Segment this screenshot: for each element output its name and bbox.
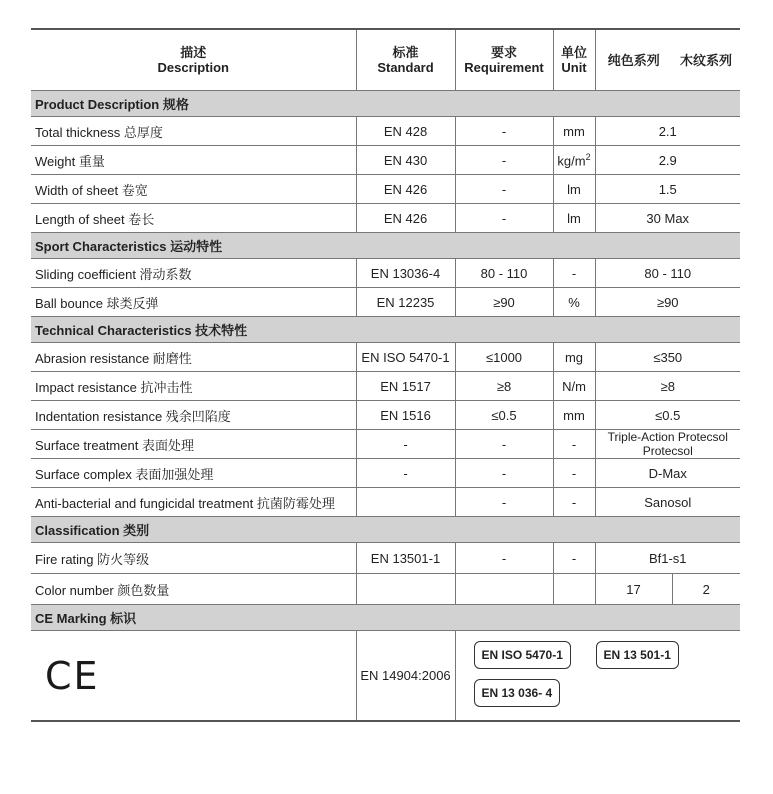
section-technical: Technical Characteristics 技术特性 — [31, 317, 740, 343]
row-unit: mg — [553, 343, 595, 372]
row-requirement: - — [455, 175, 553, 204]
row-unit: % — [553, 288, 595, 317]
row-value: ≥90 — [595, 288, 740, 317]
header-std-en: Standard — [377, 60, 434, 75]
table-row — [31, 372, 740, 401]
row-standard: EN 426 — [356, 175, 455, 204]
ce-mark-cell — [31, 631, 356, 722]
ce-badge-13036: EN 13 036- 4 — [474, 679, 561, 707]
row-standard: EN 1516 — [356, 401, 455, 430]
row-requirement: ≥8 — [455, 372, 553, 401]
header-desc-en: Description — [157, 60, 229, 75]
row-value-solid: 17 — [595, 574, 672, 605]
table-row — [31, 488, 740, 517]
spec-table — [31, 28, 740, 722]
row-value — [595, 430, 740, 459]
row-desc: Indentation resistance 残余凹陷度 — [31, 401, 356, 430]
row-requirement: - — [455, 430, 553, 459]
row-standard: EN ISO 5470-1 — [356, 343, 455, 372]
section-product: Product Description 规格 — [31, 91, 740, 117]
row-value: 2.1 — [595, 117, 740, 146]
row-requirement: - — [455, 488, 553, 517]
section-classification: Classification 类别 — [31, 517, 740, 543]
row-desc: Length of sheet 卷长 — [31, 204, 356, 233]
row-desc: Total thickness 总厚度 — [31, 117, 356, 146]
row-desc: Surface complex 表面加强处理 — [31, 459, 356, 488]
ce-standard: EN 14904:2006 — [356, 631, 455, 722]
row-desc: Color number 颜色数量 — [31, 574, 356, 605]
row-standard: EN 428 — [356, 117, 455, 146]
table-row — [31, 343, 740, 372]
unit-base: kg/m — [557, 153, 586, 169]
col-header-description — [31, 29, 356, 91]
header-std-cn: 标准 — [392, 45, 419, 60]
ce-badge-iso-5470: EN ISO 5470-1 — [474, 641, 571, 669]
col-header-solid-series: 纯色系列 — [595, 29, 672, 91]
row-requirement — [455, 574, 553, 605]
row-desc: Sliding coefficient 滑动系数 — [31, 259, 356, 288]
row-requirement: - — [455, 459, 553, 488]
header-desc-cn: 描述 — [180, 45, 207, 60]
section-sport: Sport Characteristics 运动特性 — [31, 233, 740, 259]
row-unit: - — [553, 543, 595, 574]
row-requirement: - — [455, 204, 553, 233]
row-standard: - — [356, 430, 455, 459]
row-unit: mm — [553, 401, 595, 430]
row-unit — [553, 146, 595, 175]
table-row — [31, 430, 740, 459]
table-row — [31, 574, 740, 605]
header-unit-cn: 单位 — [560, 45, 587, 60]
row-standard: EN 1517 — [356, 372, 455, 401]
row-value: 30 Max — [595, 204, 740, 233]
row-value: D-Max — [595, 459, 740, 488]
row-unit: - — [553, 488, 595, 517]
row-unit: - — [553, 459, 595, 488]
value-line-1: Triple-Action Protecsol — [607, 430, 728, 444]
ce-badges-cell — [455, 631, 740, 722]
row-desc: Width of sheet 卷宽 — [31, 175, 356, 204]
row-value: ≤350 — [595, 343, 740, 372]
row-unit — [553, 574, 595, 605]
row-standard: EN 12235 — [356, 288, 455, 317]
row-value: Sanosol — [595, 488, 740, 517]
header-req-en: Requirement — [464, 60, 544, 75]
row-value: Bf1-s1 — [595, 543, 740, 574]
row-standard: EN 426 — [356, 204, 455, 233]
ce-row — [31, 631, 740, 722]
col-header-requirement — [455, 29, 553, 91]
row-requirement: ≤1000 — [455, 343, 553, 372]
header-unit-en: Unit — [561, 60, 587, 75]
ce-mark-logo: CE — [45, 653, 100, 698]
table-row — [31, 204, 740, 233]
row-desc: Fire rating 防火等级 — [31, 543, 356, 574]
row-unit: N/m — [553, 372, 595, 401]
section-ce-marking: CE Marking 标识 — [31, 605, 740, 631]
header-req-cn: 要求 — [490, 45, 517, 60]
table-row — [31, 401, 740, 430]
table-row — [31, 117, 740, 146]
row-requirement: 80 - 110 — [455, 259, 553, 288]
table-row — [31, 459, 740, 488]
row-desc: Anti-bacterial and fungicidal treatment 抗菌防霉处理 — [31, 488, 356, 517]
row-value: ≤0.5 — [595, 401, 740, 430]
row-value: 1.5 — [595, 175, 740, 204]
row-standard: EN 13036-4 — [356, 259, 455, 288]
table-row — [31, 543, 740, 574]
unit-superscript: 2 — [585, 151, 591, 162]
table-row — [31, 175, 740, 204]
table-row — [31, 288, 740, 317]
row-desc: Weight 重量 — [31, 146, 356, 175]
table-row — [31, 259, 740, 288]
table-row — [31, 146, 740, 175]
row-unit: lm — [553, 204, 595, 233]
row-standard: - — [356, 459, 455, 488]
row-desc: Ball bounce 球类反弹 — [31, 288, 356, 317]
row-requirement: - — [455, 117, 553, 146]
row-value: ≥8 — [595, 372, 740, 401]
row-standard — [356, 488, 455, 517]
ce-badge-13501: EN 13 501-1 — [596, 641, 679, 669]
row-desc: Abrasion resistance 耐磨性 — [31, 343, 356, 372]
row-value: 80 - 110 — [595, 259, 740, 288]
row-unit: - — [553, 259, 595, 288]
row-desc: Surface treatment 表面处理 — [31, 430, 356, 459]
value-line-2: Protecsol — [642, 444, 693, 458]
row-value-wood: 2 — [672, 574, 740, 605]
col-header-wood-series: 木纹系列 — [672, 29, 740, 91]
row-requirement: ≥90 — [455, 288, 553, 317]
row-unit: lm — [553, 175, 595, 204]
row-requirement: - — [455, 146, 553, 175]
col-header-unit — [553, 29, 595, 91]
row-unit: mm — [553, 117, 595, 146]
row-value: 2.9 — [595, 146, 740, 175]
row-standard — [356, 574, 455, 605]
row-standard: EN 430 — [356, 146, 455, 175]
row-requirement: - — [455, 543, 553, 574]
row-unit: - — [553, 430, 595, 459]
row-desc: Impact resistance 抗冲击性 — [31, 372, 356, 401]
row-standard: EN 13501-1 — [356, 543, 455, 574]
row-requirement: ≤0.5 — [455, 401, 553, 430]
col-header-standard — [356, 29, 455, 91]
